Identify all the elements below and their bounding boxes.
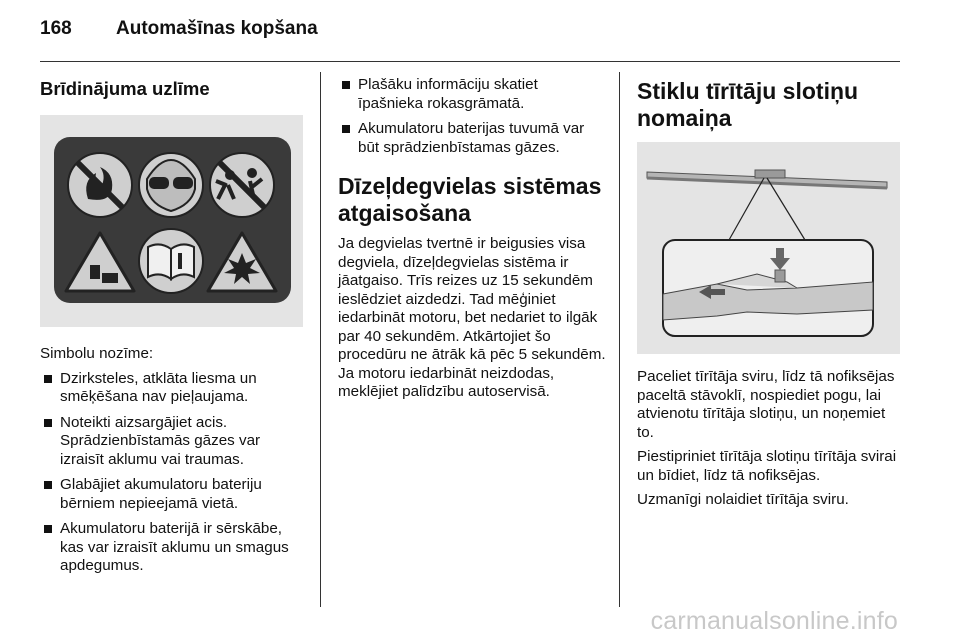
header-rule [40,61,900,62]
bullet-icon [44,525,52,533]
read-manual-icon [139,229,203,293]
eye-protection-icon [139,153,203,217]
list-item: Akumulatoru baterijas tuvumā var būt sprādzienbīstamas gāzes. [338,120,606,157]
wiper-blade-illustration [637,142,900,354]
wiper-blade-heading: Stiklu tīrītāju slotiņu nomaiņa [637,78,859,131]
warning-label-heading: Brīdinājuma uzlīme [40,78,210,99]
wiper-paragraph-2: Piestipriniet tīrītāja slotiņu tīrītāja svirai un bīdiet, līdz tā nofiksējas. [637,448,897,484]
column-1 [40,78,306,583]
bullet-icon [342,125,350,133]
column-divider-2 [619,72,620,607]
diesel-bleeding-heading: Dīzeļdegvielas sistēmas atgaisošana [338,173,602,226]
no-fire-smoking-icon [68,153,132,217]
column-2 [338,76,606,408]
page-header [40,18,318,40]
bullet-icon [342,81,350,89]
bullet-icon [44,419,52,427]
wiper-blade-figure [637,142,900,354]
bullet-icon [44,375,52,383]
battery-notes-list [338,76,606,157]
symbols-label: Simbolu nozīme: [40,345,154,362]
column-3 [637,78,903,516]
column-divider-1 [320,72,321,607]
bullet-icon [44,481,52,489]
list-item: Glabājiet akumulatoru bateriju bērniem nepieejamā vietā. [40,476,306,513]
warning-label-figure [40,115,303,327]
wiper-paragraph-3: Uzmanīgi nolaidiet tīrītāja sviru. [637,491,849,508]
list-item: Akumulatoru baterijā ir sērskābe, kas var izraisīt aklumu un smagus apdegumus. [40,520,306,576]
symbols-list [40,370,306,576]
page-title: Automašīnas kopšana [116,18,318,39]
warning-label-illustration [40,115,303,327]
list-item: Dzirksteles, atklāta liesma un smēķēšana nav pieļaujama. [40,370,306,407]
page-number: 168 [40,18,72,39]
keep-away-children-icon [210,153,274,217]
list-item: Noteikti aizsargājiet acis. Sprādzienbīstamās gāzes var izraisīt aklumu vai traumas. [40,414,306,470]
watermark: carmanualsonline.info [650,607,898,635]
diesel-bleeding-paragraph: Ja degvielas tvertnē ir beigusies visa degviela, dīzeļdegvielas sistēma ir jāatgaiso. Trīs reizes uz 15 sekundēm ieslēdziet aizdedzi. Tad mēģiniet iedarbināt motoru, bet nedariet to ilgāk par 40 sekundēm. Atkārtojiet šo procedūru ne ātrāk kā pēc 5 sekundēm. Ja motoru iedarbināt neizdodas, meklējiet palīdzību autoservisā. [338,235,606,400]
wiper-paragraph-1: Paceliet tīrītāja sviru, līdz tā nofiksējas paceltā stāvoklī, nospiediet pogu, lai atvienotu tīrītāja slotiņu, un noņemiet to. [637,368,895,441]
list-item: Plašāku informāciju skatiet īpašnieka rokasgrāmatā. [338,76,606,113]
